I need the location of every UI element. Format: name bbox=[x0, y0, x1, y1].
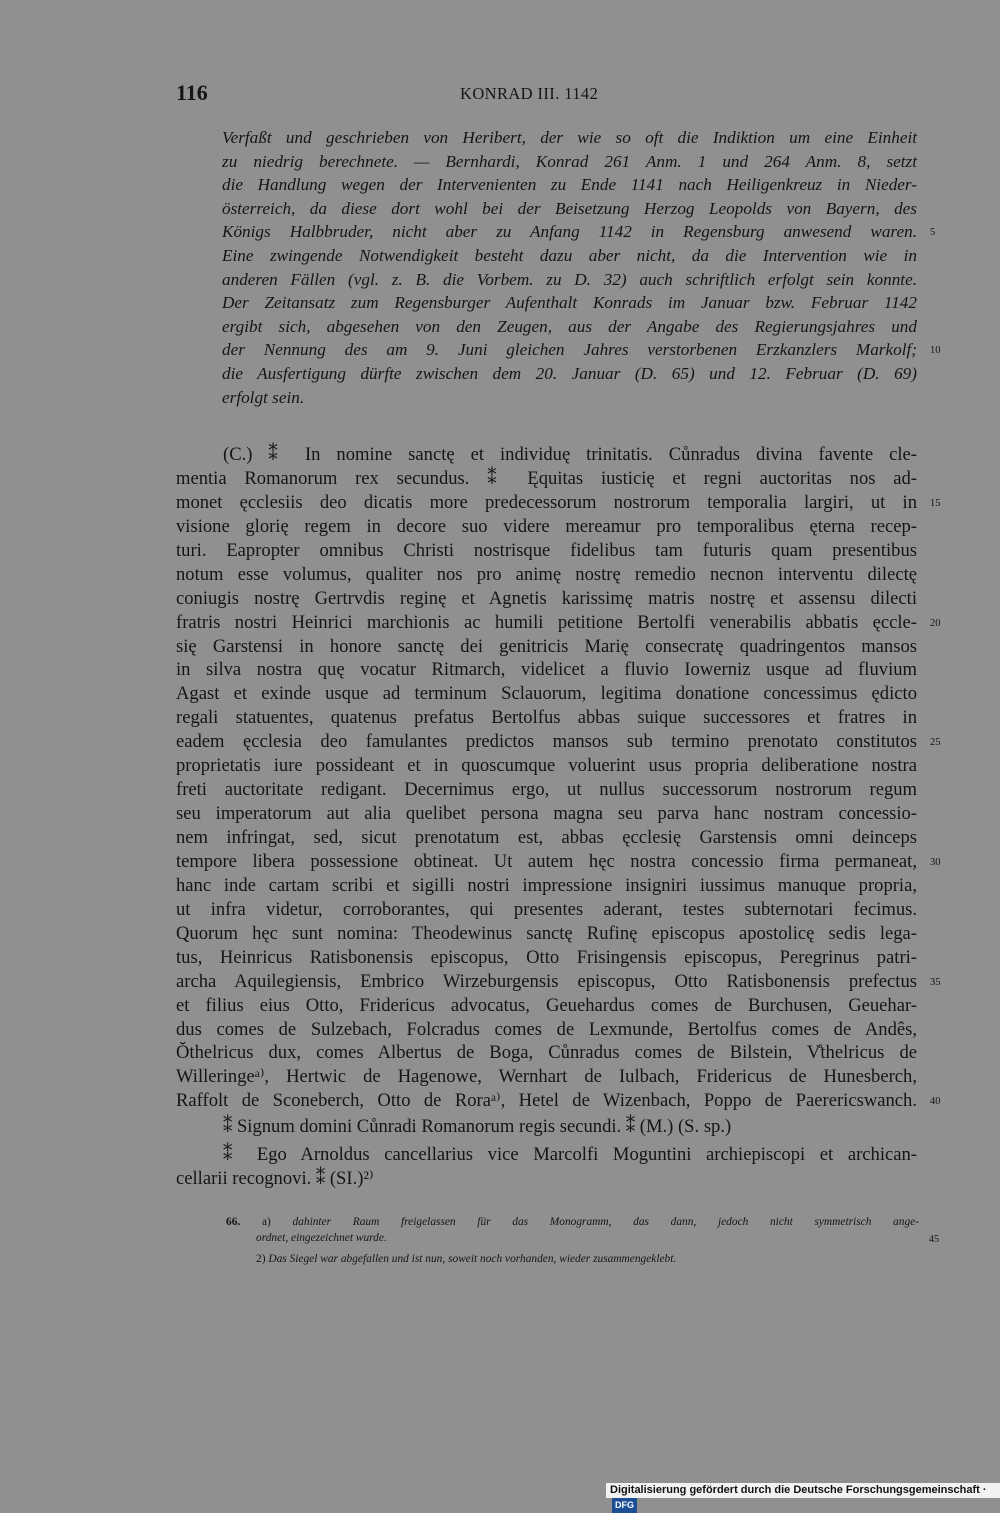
line-number: 40 bbox=[930, 1096, 941, 1108]
line-number: 35 bbox=[930, 976, 941, 988]
line-text: monet ęcclesiis deo dicatis more predecessorum nostrorum temporalia largiri, ut in bbox=[176, 491, 917, 513]
text-line bbox=[222, 386, 917, 410]
line-text: notum esse volumus, qualiter nos pro animę nostrę remedio necnon interventu dilectę bbox=[176, 563, 917, 585]
text-line bbox=[176, 778, 917, 802]
text-line bbox=[176, 874, 917, 898]
line-text: ergibt sich, abgesehen von den Zeugen, aus der Angabe des Regierungsjahres und bbox=[222, 316, 917, 336]
line-number: 45 bbox=[929, 1233, 939, 1245]
text-line bbox=[222, 338, 941, 362]
line-text: Der Zeitansatz zum Regensburger Aufenthalt Konrads im Januar bzw. Februar 1142 bbox=[222, 293, 917, 313]
text-line bbox=[176, 1041, 917, 1065]
line-text: eadem ęcclesia deo famulantes predictos mansos sub termino prenotato constitutos bbox=[176, 731, 917, 753]
text-line bbox=[176, 970, 941, 994]
line-text: Verfaßt und geschrieben von Heribert, der wie so oft die Indiktion um eine Einheit bbox=[222, 128, 917, 147]
footnote-a-continued bbox=[226, 1231, 939, 1247]
recognition-line: ⁑ Ego Arnoldus cancellarius vice Marcolfi Moguntini archiepiscopi et archican- bbox=[223, 1144, 917, 1166]
dfg-logo: DFG bbox=[612, 1498, 637, 1513]
line-text: zu niedrig berechnete. — Bernhardi, Konrad 261 Anm. 1 und 264 Anm. 8, setzt bbox=[222, 151, 917, 171]
text-line bbox=[222, 268, 917, 292]
line-number: 10 bbox=[930, 345, 941, 357]
line-text: proprietatis iure possideant et in quoscumque voluerint usus propria deliberatione nostra bbox=[176, 755, 917, 777]
text-line bbox=[176, 754, 917, 778]
line-number: 25 bbox=[930, 737, 941, 749]
line-text: seu imperatorum aut alia quelibet persona magna seu parva hanc nostram concessio- bbox=[176, 803, 917, 825]
line-text: erfolgt sein. bbox=[222, 387, 305, 407]
line-text: nem infringat, sed, sicut prenotatum est, abbas ęcclesię Garstensis omni deinceps bbox=[176, 827, 917, 848]
line-text: anderen Fällen (vgl. z. B. die Vorbem. zu D. 32) auch schriftlich erfolgt sein konnte. bbox=[222, 269, 917, 289]
text-line bbox=[222, 126, 917, 150]
text-line bbox=[176, 635, 917, 659]
line-text: hanc inde cartam scribi et sigilli nostri impressione insigniri iussimus manuque propria, bbox=[176, 874, 917, 896]
text-line bbox=[222, 362, 917, 386]
line-text: fratris nostri Heinrici marchionis ac humili petitione Bertolfi venerabilis abbatis ęccle- bbox=[176, 611, 917, 633]
footnote-doc-number: 66. bbox=[226, 1216, 241, 1228]
line-number: 15 bbox=[930, 497, 941, 509]
footnote-a-label: a) bbox=[261, 1216, 271, 1228]
preliminary-remark bbox=[222, 126, 941, 409]
text-line bbox=[176, 1065, 917, 1089]
text-line bbox=[222, 291, 917, 315]
credit-text: Digitalisierung gefördert durch die Deutsche Forschungsgemeinschaft · bbox=[610, 1484, 987, 1496]
text-line bbox=[222, 315, 917, 339]
footnote-2-text: Das Siegel war abgefallen und ist nun, soweit noch vorhanden, wieder zusammengeklebt. bbox=[268, 1253, 677, 1265]
text-line bbox=[176, 994, 917, 1018]
line-text: mentia Romanorum rex secundus. ⁑ Ęquitas iusticię et regni auctoritas nos ad- bbox=[176, 467, 917, 489]
line-text: ut infra videtur, corroborantes, qui presentes aderant, testes subternotari fecimus. bbox=[176, 898, 917, 920]
text-line bbox=[176, 611, 941, 635]
running-head: KONRAD III. 1142 bbox=[460, 84, 599, 103]
line-text: der Nennung des am 9. Juni gleichen Jahres verstorbenen Erzkanzlers Markolf; bbox=[222, 340, 917, 360]
page-number: 116 bbox=[176, 80, 208, 105]
line-text: się Garstensi in honore sanctę dei genitricis Marię consecratę quadringentos mansos bbox=[176, 635, 917, 657]
line-text: die Ausfertigung dürfte zwischen dem 20. Januar (D. 65) und 12. Februar (D. 69) bbox=[222, 363, 917, 383]
line-text: Agast et exinde usque ad terminum Sclauorum, legitima donatione concessimus ędicto bbox=[176, 683, 917, 705]
footnote-2 bbox=[226, 1252, 919, 1268]
text-line bbox=[176, 706, 917, 730]
footnotes bbox=[226, 1215, 939, 1268]
line-text: freti auctoritate redigant. Decernimus ergo, ut nullus successorum nostrorum regum bbox=[176, 779, 917, 801]
text-line bbox=[176, 898, 917, 922]
line-text: regali statuentes, quatenus prefatus Bertolfus abbas suique successores et fratres in bbox=[176, 707, 917, 729]
line-text: archa Aquilegiensis, Embrico Wirzeburgensis episcopus, Otto Ratisbonensis prefectus bbox=[176, 970, 917, 992]
text-line bbox=[176, 826, 917, 850]
line-text: visione glorię regem in decore suo videre mereamur pro temporalibus ęterna recep- bbox=[176, 515, 917, 537]
line-text: Königs Halbbruder, nicht aber zu Anfang 1142 in Regensburg anwesend waren. bbox=[222, 222, 917, 242]
text-line bbox=[176, 682, 917, 706]
text-line bbox=[176, 515, 917, 539]
text-line bbox=[176, 730, 941, 754]
signum-line: ⁑ Signum domini Cůnradi Romanorum regis secundi. ⁑ (M.) (S. sp.) bbox=[223, 1116, 732, 1138]
line-text: tempore libera possessione obtineat. Ut autem hęc nostra concessio firma permaneat, bbox=[176, 850, 917, 872]
line-text: in silva nostra quę vocatur Ritmarch, videlicet a fluvio Iowerniz usque ad fluvium bbox=[176, 659, 917, 681]
text-line bbox=[222, 150, 917, 174]
line-text: et filius eius Otto, Fridericus advocatus, Geuehardus comes de Burchusen, Geuehar- bbox=[176, 994, 917, 1016]
text-line bbox=[176, 922, 917, 946]
line-text: tus, Heinricus Ratisbonensis episcopus, Otto Frisingensis episcopus, Peregrinus patri- bbox=[176, 946, 917, 968]
text-line bbox=[176, 1089, 941, 1113]
charter-text bbox=[176, 443, 941, 1191]
text-line bbox=[176, 491, 941, 515]
line-text: Eine zwingende Notwendigkeit besteht dazu aber nicht, da die Intervention wie in bbox=[222, 245, 917, 265]
line-text: Ŏthelricus dux, comes Albertus de Boga, Cůnradus comes de Bilstein, V̊thelricus de bbox=[176, 1042, 917, 1064]
line-text: österreich, da diese dort wohl bei der Beisetzung Herzog Leopolds von Bayern, des bbox=[222, 198, 917, 218]
footnote-a bbox=[226, 1215, 919, 1231]
line-number: 5 bbox=[930, 227, 936, 239]
text-line bbox=[176, 658, 917, 682]
line-text: Quorum hęc sunt nomina: Theodewinus sanctę Rufinę episcopus apostolicę sedis lega- bbox=[176, 922, 917, 944]
text-line bbox=[222, 197, 917, 221]
text-line bbox=[176, 850, 941, 874]
line-text: (C.) ⁑ In nomine sanctę et individuę trinitatis. Cůnradus divina favente cle- bbox=[223, 444, 917, 465]
footnote-a-text: dahinter Raum freigelassen für das Monogramm, das dann, jedoch nicht symmetrisch ange- bbox=[292, 1216, 919, 1228]
line-number: 20 bbox=[930, 617, 941, 629]
line-text: Willeringeᵃ⁾, Hertwic de Hagenowe, Wernhart de Iulbach, Fridericus de Hunesberch, bbox=[176, 1066, 917, 1088]
text-line bbox=[176, 467, 917, 491]
text-line bbox=[222, 220, 936, 244]
line-text: coniugis nostrę Gertrvdis reginę et Agnetis karissimę matris nostrę et assensu dilecti bbox=[176, 587, 917, 609]
text-line bbox=[222, 244, 917, 268]
line-text: die Handlung wegen der Intervenienten zu Ende 1141 nach Heiligenkreuz in Nieder- bbox=[222, 175, 917, 195]
footnote-2-label: 2) bbox=[256, 1253, 266, 1265]
text-line bbox=[176, 443, 917, 467]
charter-body bbox=[176, 443, 941, 1113]
line-text: turi. Eapropter omnibus Christi nostrisque fidelibus tam futuris quam presentibus bbox=[176, 539, 917, 561]
line-text: Raffolt de Sconeberch, Otto de Roraᵃ⁾, Hetel de Wizenbach, Poppo de Paerericswanch. bbox=[176, 1090, 917, 1112]
text-line bbox=[176, 539, 917, 563]
text-line bbox=[222, 173, 917, 197]
text-line bbox=[176, 587, 917, 611]
text-line bbox=[176, 1018, 917, 1042]
recognition-line-end: cellarii recognovi. ⁑ (SI.)²⁾ bbox=[176, 1168, 374, 1190]
line-text: dus comes de Sulzebach, Folcradus comes de Lexmunde, Bertolfus comes de Andês, bbox=[176, 1018, 917, 1040]
digitization-credit bbox=[606, 1483, 1000, 1510]
text-line bbox=[176, 946, 917, 970]
line-number: 30 bbox=[930, 856, 941, 868]
footnote-a-text-end: ordnet, eingezeichnet wurde. bbox=[256, 1231, 387, 1244]
text-line bbox=[176, 802, 917, 826]
text-line bbox=[176, 563, 917, 587]
